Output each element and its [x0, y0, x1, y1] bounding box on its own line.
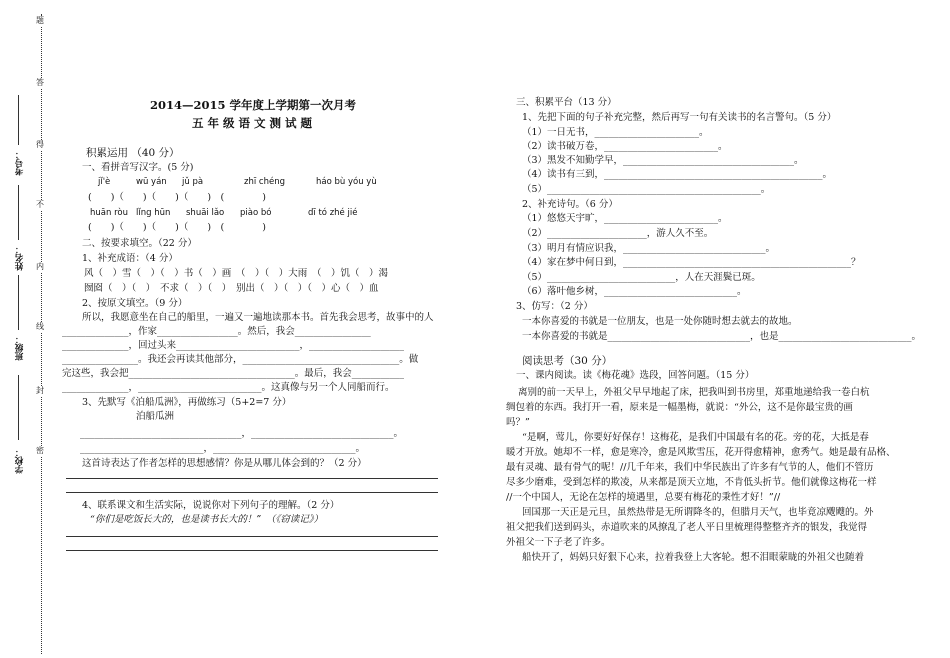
quote-answer-line-2[interactable] — [66, 550, 438, 551]
seal-char-1: 题 — [36, 16, 44, 25]
seal-char-3: 得 — [36, 140, 44, 149]
question-2: 二、按要求填空。（22 分） — [82, 238, 197, 249]
q3-2-item-3[interactable]: （3）明月有情应识我，______________________________。 — [522, 243, 776, 254]
seal-char-7: 封 — [36, 386, 44, 395]
imitate-answer[interactable]: 一本你喜爱的书就是______________________________，也是____________________________。 — [522, 331, 922, 342]
fill-line-6[interactable]: ______________，__________________________。这真像与另一个人同船而行。 — [62, 382, 395, 393]
passage-line-12: 船快开了，妈妈只好狠下心来，拉着我登上大客轮。想不泪眼蒙眬的外祖父也随着 — [522, 552, 865, 563]
passage-line-1: 离别的前一天早上，外祖父早早地起了床，把我叫到书房里，郑重地递给我一卷白杭 — [518, 387, 870, 398]
q3-2-item-4[interactable]: （4）家在梦中何日到，________________________________________________？ — [522, 257, 861, 268]
q3-1-item-5[interactable]: （5）_____________________________________________。 — [522, 184, 771, 195]
passage-line-2: 绸包着的东西。我打开一看，原来是一幅墨梅，就说：“外公，这不是你最宝贵的画 — [506, 402, 853, 413]
q3-1-item-2[interactable]: （2）读书破万卷，________________________。 — [522, 141, 728, 152]
name-label: 姓名： — [15, 245, 25, 271]
pinyin-2: wū yán — [136, 177, 167, 187]
pinyin-3: jǔ pà — [182, 177, 204, 187]
fill-line-2[interactable]: ______________，作家_________________。然后，我会________________ — [62, 326, 371, 337]
q3-1-item-1[interactable]: （1）一日无书，______________________。 — [522, 127, 709, 138]
passage-line-4: “是啊，莺儿，你要好好保存！这梅花，是我们中国最有名的花。旁的花，大抵是春 — [522, 432, 869, 443]
exam-subtitle: 五 年 级 语 文 测 试 题 — [192, 116, 313, 130]
answer-brackets-1[interactable]: ( )（ )（ )（ ) ( ) — [88, 192, 266, 203]
question-3: 三、积累平台（13 分） — [516, 97, 617, 108]
imitate-example: 一本你喜爱的书就是一位朋友，也是一处你随时想去就去的故地。 — [522, 316, 798, 327]
class-line[interactable] — [18, 275, 19, 330]
idiom-row-1[interactable]: 风（ ）雪（ ）（ ）书（ ）画 （ ）（ ）大雨 （ ）饥（ ）渴 — [84, 268, 389, 279]
question-3-2: 2、补充诗句。（6 分） — [522, 199, 618, 210]
question-1: 一、看拼音写汉字。(5 分) — [82, 162, 194, 173]
passage-line-3: 吗？” — [506, 417, 530, 428]
question-2-1: 1、补充成语：（4 分） — [82, 253, 178, 264]
poem-line-1[interactable]: __________________________________，______________________________。 — [80, 428, 404, 439]
passage-line-10: 祖父把我们送到码头，赤道吹来的风撩乱了老人平日里梳理得整整齐齐的银发，我觉得 — [506, 522, 868, 533]
question-2-2: 2、按原文填空。（9 分） — [82, 298, 188, 309]
school-line[interactable] — [18, 375, 19, 440]
fill-line-5[interactable]: 完这些，我会把___________________________________。最后，我会___________ — [62, 368, 405, 379]
q3-1-item-3[interactable]: （3）黑发不知勤学早，____________________________________。 — [522, 155, 804, 166]
fill-line-3[interactable]: ______________，回过头来__________________________，____________________ — [62, 340, 405, 351]
reading-question-1: 一、课内阅读。读《梅花魂》选段，回答问题。（15 分） — [516, 370, 755, 381]
quote-answer-line-1[interactable] — [66, 536, 438, 537]
seal-char-4: 不 — [36, 200, 44, 209]
class-label: 班级： — [15, 335, 25, 361]
q3-2-item-5[interactable]: （5）___________________________，人在天涯鬓已斑。 — [522, 272, 761, 283]
pinyin-7: lǐng hūn — [136, 208, 171, 218]
pinyin-6: huān ròu — [90, 208, 128, 218]
pinyin-10: dī tó zhé jié — [308, 208, 358, 218]
seal-char-8: 密 — [36, 446, 44, 455]
exam-no-line[interactable] — [18, 95, 19, 145]
seal-dotted-line — [41, 14, 42, 654]
passage-line-11: 外祖父一下子老了许多。 — [506, 537, 611, 548]
seal-char-6: 线 — [36, 322, 44, 331]
passage-line-5: 暖才开放。她却不一样，愈是寒冷，愈是风欺雪压，花开得愈精神，愈秀气。她是最有品格、 — [506, 447, 896, 458]
exam-title: 2014—2015 学年度上学期第一次月考 — [150, 98, 357, 112]
answer-brackets-2[interactable]: ( )（ )（ )（ ) ( ) — [88, 222, 266, 233]
passage-line-7: 尽多少磨难，受到怎样的欺凌，从来都是顶天立地，不肯低头折节。他们就像这梅花一样 — [506, 477, 877, 488]
q3-1-item-4[interactable]: （4）读书有三到，______________________________________________。 — [522, 169, 833, 180]
seal-char-2: 答 — [36, 78, 44, 87]
pinyin-8: shuāi lǎo — [186, 208, 225, 218]
idiom-row-2[interactable]: 囫囵（ ）（ ） 不求（ ）（ ） 别出（ ）（ ）（ ）心（ ）血 — [84, 283, 379, 294]
pinyin-4: zhī chéng — [244, 177, 285, 187]
seal-char-5: 内 — [36, 262, 44, 271]
school-label: 学校： — [15, 448, 25, 474]
poem-title: 泊船瓜洲 — [136, 411, 175, 422]
poem-answer-line-1[interactable] — [66, 478, 438, 479]
passage-line-9: 回国那一天正是元旦，虽然热带是无所谓降冬的，但腊月天气，也毕竟凉飕飕的。外 — [522, 507, 874, 518]
q3-2-item-1[interactable]: （1）悠悠天宇旷，________________________。 — [522, 213, 728, 224]
section-accumulation: 积累运用 （40 分） — [86, 147, 180, 159]
passage-line-8: //一个中国人，无论在怎样的境遇里，总要有梅花的秉性才好！”// — [506, 492, 781, 503]
q3-2-item-2[interactable]: （2）_____________________，游人久不至。 — [522, 228, 714, 239]
question-3-3: 3、仿写：（2 分） — [516, 301, 593, 312]
pinyin-9: piào bó — [240, 208, 272, 218]
passage-line-6: 最有灵魂、最有骨气的呢！//几千年来，我们中华民族出了许多有气节的人，他们不管历 — [506, 462, 874, 473]
passage — [506, 385, 896, 565]
question-3-1: 1、先把下面的句子补充完整，然后再写一句有关读书的名言警句。（5 分） — [522, 112, 837, 123]
poem-answer-line-2[interactable] — [66, 492, 438, 493]
pinyin-5: háo bù yóu yù — [316, 177, 377, 187]
quote: “你们是吃饭长大的，也是读书长大的！” （《窃读记》） — [90, 514, 323, 525]
question-2-4: 4、联系课文和生活实际，说说你对下列句子的理解。（2 分） — [82, 500, 340, 511]
section-reading: 阅读思考（30 分） — [522, 355, 613, 367]
exam-no-label: 考号： — [15, 150, 25, 176]
pinyin-1: jǐ'è — [98, 177, 111, 187]
name-line[interactable] — [18, 185, 19, 240]
fill-line-4[interactable]: ________________。我还会再读其他部分，_________________________________。做 — [62, 354, 419, 365]
poem-question: 这首诗表达了作者怎样的思想感情？你是从哪儿体会到的？（2 分） — [82, 458, 367, 469]
poem-line-2[interactable]: __________________________，______________________________。 — [80, 443, 366, 454]
fill-line-1: 所以，我愿意坐在自己的船里，一遍又一遍地读那本书。首先我会思考，故事中的人 — [82, 312, 434, 323]
q3-2-item-6[interactable]: （6）落叶他乡树，____________________________。 — [522, 286, 747, 297]
question-2-3: 3、先默写《泊船瓜洲》，再做练习（5+2=7 分） — [82, 397, 292, 408]
